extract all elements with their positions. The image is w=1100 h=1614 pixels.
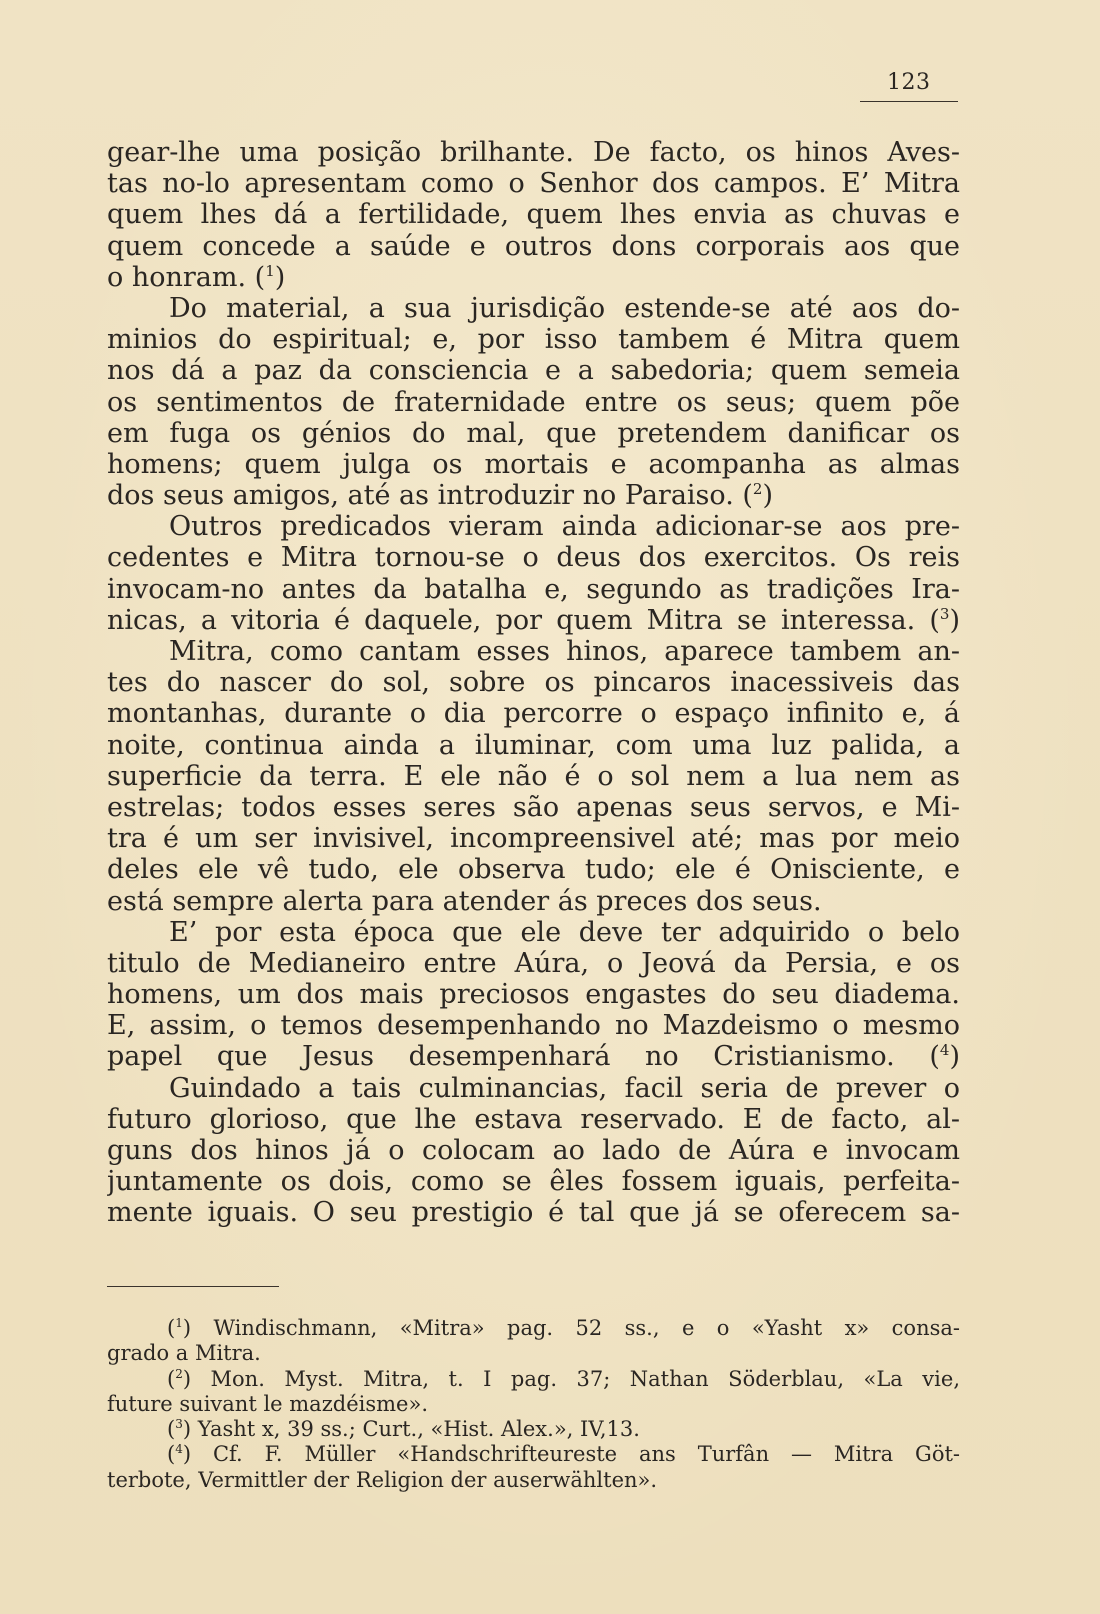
page-number: 123 bbox=[887, 70, 931, 95]
line-text: Do material, a sua jurisdição estende-se até aos do- bbox=[169, 292, 960, 324]
footnote-line: ($^1$) Windischmann, «Mitra» pag. 52 ss., e o «Yasht x» consa- bbox=[167, 1316, 960, 1340]
text-line bbox=[107, 1166, 960, 1197]
text-line bbox=[107, 948, 960, 979]
text-line: o honram. ($^1$) bbox=[107, 261, 286, 293]
text-line bbox=[107, 761, 960, 792]
line-text: em fuga os génios do mal, que pretendem danificar os bbox=[107, 417, 960, 449]
line-text: nicas, a vitoria é daquele, por quem Mitra se interessa. bbox=[107, 604, 916, 636]
footnote-ref[interactable]: 3 bbox=[939, 604, 950, 623]
text-line: dos seus amigos, até as introduzir no Paraiso. ($^2$) bbox=[107, 480, 773, 512]
line-text: titulo de Medianeiro entre Aúra, o Jeová da Persia, e os bbox=[107, 947, 960, 979]
text-line bbox=[107, 636, 960, 667]
footnote-line bbox=[107, 1341, 960, 1366]
line-text: tas no-lo apresentam como o Senhor dos campos. E’ Mitra bbox=[107, 168, 960, 200]
text-line bbox=[107, 854, 960, 885]
text-line bbox=[107, 542, 960, 573]
line-text: superficie da terra. E ele não é o sol nem a lua nem as bbox=[107, 760, 960, 792]
text-line bbox=[107, 137, 960, 168]
line-text: o honram. bbox=[107, 261, 247, 293]
text-line bbox=[107, 667, 960, 698]
text-line bbox=[107, 1073, 960, 1104]
text-line bbox=[107, 168, 960, 199]
footnote-line: ($^4$) Cf. F. Müller «Handschrifteureste ans Turfân — Mitra Göt- bbox=[167, 1442, 960, 1467]
footnote-separator bbox=[107, 1286, 279, 1287]
line-text: noite, continua ainda a iluminar, com uma luz palida, a bbox=[107, 729, 960, 761]
footnote-marker: 1 bbox=[175, 1316, 183, 1330]
text-line bbox=[107, 730, 960, 761]
text-line bbox=[107, 886, 960, 917]
footnote-ref[interactable]: 1 bbox=[265, 261, 275, 280]
header-rule bbox=[860, 101, 958, 102]
text-line bbox=[107, 698, 960, 729]
text-line bbox=[107, 1104, 960, 1135]
text-line: papel que Jesus desempenhará no Cristianismo. ($^4$) bbox=[107, 1041, 960, 1073]
text-line bbox=[107, 917, 960, 948]
line-text: estrelas; todos esses seres são apenas seus servos, e Mi- bbox=[107, 791, 960, 823]
line-text: homens, um dos mais preciosos engastes do seu diadema. bbox=[107, 979, 960, 1011]
line-text: guns dos hinos já o colocam ao lado de Aúra e invocam bbox=[107, 1135, 960, 1166]
footnote-text: Mon. Myst. Mitra, t. I pag. 37; Nathan Söderblau, «La vie, bbox=[191, 1366, 960, 1391]
text-line bbox=[107, 823, 960, 854]
text-line bbox=[107, 1010, 960, 1041]
text-line bbox=[107, 199, 960, 230]
text-line bbox=[107, 574, 960, 605]
line-text: gear-lhe uma posição brilhante. De facto, os hinos Aves- bbox=[107, 137, 960, 168]
line-text: invocam-no antes da batalha e, segundo as tradições Ira- bbox=[107, 573, 960, 605]
line-text: quem lhes dá a fertilidade, quem lhes envia as chuvas e bbox=[107, 199, 960, 231]
footnote-line bbox=[107, 1392, 960, 1417]
text-line bbox=[107, 979, 960, 1010]
line-text: papel que Jesus desempenhará no Cristianismo. bbox=[107, 1041, 895, 1073]
footnote-text: grado a Mitra. bbox=[107, 1341, 261, 1366]
text-line bbox=[107, 324, 960, 355]
line-text: está sempre alerta para atender ás preces dos seus. bbox=[107, 885, 822, 917]
footnote-marker: 3 bbox=[175, 1417, 183, 1432]
line-text: Guindado a tais culminancias, facil seria de prever o bbox=[169, 1072, 960, 1104]
line-text: cedentes e Mitra tornou-se o deus dos exercitos. Os reis bbox=[107, 542, 960, 574]
footnotes bbox=[107, 1316, 960, 1493]
footnote-line bbox=[107, 1468, 960, 1493]
body-text bbox=[107, 137, 960, 1229]
text-line bbox=[107, 418, 960, 449]
footnote-marker: 2 bbox=[175, 1366, 183, 1381]
footnote-line: ($^3$) Yasht x, 39 ss.; Curt., «Hist. Alex.», IV,13. bbox=[167, 1417, 640, 1442]
line-text: quem concede a saúde e outros dons corporais aos que bbox=[107, 230, 960, 262]
line-text: Outros predicados vieram ainda adicionar-se aos pre- bbox=[169, 511, 960, 543]
text-line bbox=[107, 1135, 960, 1166]
text-line: nicas, a vitoria é daquele, por quem Mitra se interessa. ($^3$) bbox=[107, 604, 960, 636]
line-text: futuro glorioso, que lhe estava reservado. E de facto, al- bbox=[107, 1103, 960, 1135]
text-line bbox=[107, 293, 960, 324]
line-text: deles ele vê tudo, ele observa tudo; ele é Onisciente, e bbox=[107, 854, 960, 886]
footnote-line: ($^2$) Mon. Myst. Mitra, t. I pag. 37; Nathan Söderblau, «La vie, bbox=[167, 1366, 960, 1391]
line-text: homens; quem julga os mortais e acompanha as almas bbox=[107, 448, 960, 480]
text-line bbox=[107, 792, 960, 823]
line-text: tra é um ser invisivel, incompreensivel até; mas por meio bbox=[107, 823, 960, 855]
line-text: dos seus amigos, até as introduzir no Paraiso. bbox=[107, 480, 734, 512]
footnote-text: Windischmann, «Mitra» pag. 52 ss., e o «Yasht x» consa- bbox=[191, 1316, 960, 1340]
footnote-text: future suivant le mazdéisme». bbox=[107, 1391, 428, 1416]
text-line bbox=[107, 387, 960, 418]
line-text: os sentimentos de fraternidade entre os seus; quem põe bbox=[107, 386, 960, 418]
footnote-ref[interactable]: 4 bbox=[939, 1041, 950, 1060]
text-line bbox=[107, 449, 960, 480]
line-text: Mitra, como cantam esses hinos, aparece tambem an- bbox=[169, 636, 960, 667]
text-line bbox=[107, 231, 960, 262]
line-text: tes do nascer do sol, sobre os pincaros inacessiveis das bbox=[107, 667, 960, 699]
line-text: montanhas, durante o dia percorre o espaço infinito e, á bbox=[107, 698, 960, 730]
footnote-text: terbote, Vermittler der Religion der auserwählten». bbox=[107, 1467, 658, 1492]
text-line bbox=[107, 355, 960, 386]
line-text: E, assim, o temos desempenhando no Mazdeismo o mesmo bbox=[107, 1010, 960, 1042]
text-line bbox=[107, 1197, 960, 1228]
line-text: E’ por esta época que ele deve ter adquirido o belo bbox=[169, 916, 960, 948]
line-text: mente iguais. O seu prestigio é tal que já se oferecem sa- bbox=[107, 1197, 960, 1229]
footnote-text: Cf. F. Müller «Handschrifteureste ans Turfân — Mitra Göt- bbox=[191, 1442, 960, 1467]
footnote-text: Yasht x, 39 ss.; Curt., «Hist. Alex.», IV,13. bbox=[191, 1417, 640, 1442]
line-text: minios do espiritual; e, por isso tambem é Mitra quem bbox=[107, 324, 960, 356]
footnote-ref[interactable]: 2 bbox=[752, 480, 763, 499]
text-line bbox=[107, 511, 960, 542]
footnote-marker: 4 bbox=[175, 1442, 183, 1457]
line-text: juntamente os dois, como se êles fossem iguais, perfeita- bbox=[107, 1166, 960, 1198]
line-text: nos dá a paz da consciencia e a sabedoria; quem semeia bbox=[107, 355, 960, 387]
